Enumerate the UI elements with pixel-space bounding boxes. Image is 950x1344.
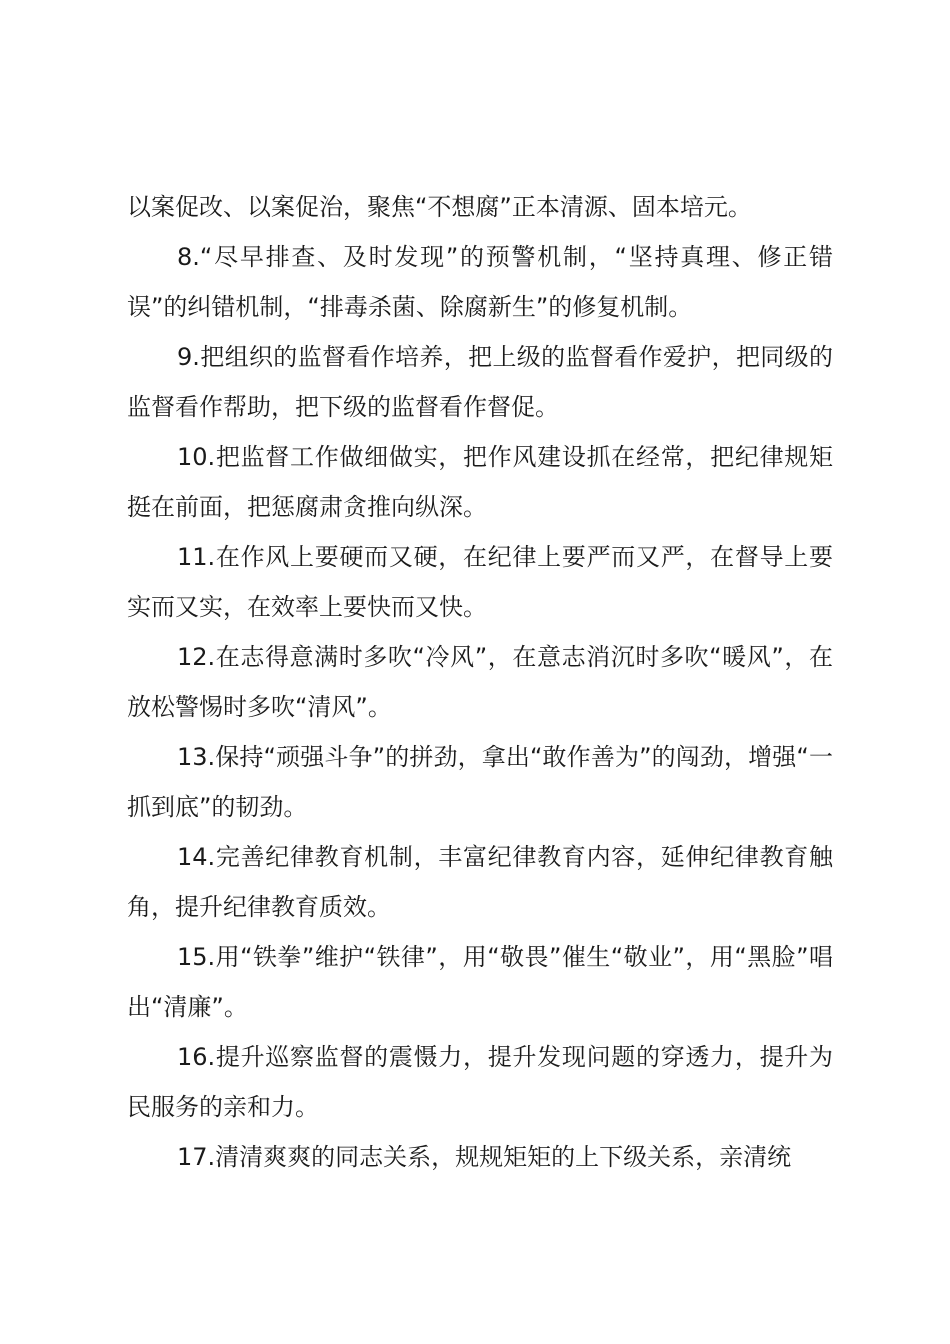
paragraph-14: 14.完善纪律教育机制，丰富纪律教育内容，延伸纪律教育触角，提升纪律教育质效。	[127, 843, 833, 921]
document-body	[127, 182, 833, 1182]
paragraph-16: 16.提升巡察监督的震慑力，提升发现问题的穿透力，提升为民服务的亲和力。	[127, 1043, 833, 1121]
paragraph-continuation: 以案促改、以案促治，聚焦“不想腐”正本清源、固本培元。	[127, 193, 752, 221]
paragraph-9: 9.把组织的监督看作培养，把上级的监督看作爱护，把同级的监督看作帮助，把下级的监督看作督促。	[127, 343, 833, 421]
paragraph-17: 17.清清爽爽的同志关系，规规矩矩的上下级关系，亲清统	[177, 1143, 792, 1171]
paragraph-12: 12.在志得意满时多吹“冷风”，在意志消沉时多吹“暖风”，在放松警惕时多吹“清风”。	[127, 643, 833, 721]
paragraph-13: 13.保持“顽强斗争”的拼劲，拿出“敢作善为”的闯劲，增强“一抓到底”的韧劲。	[127, 743, 833, 821]
paragraph-10: 10.把监督工作做细做实，把作风建设抓在经常，把纪律规矩挺在前面，把惩腐肃贪推向纵深。	[127, 443, 833, 521]
paragraph-15: 15.用“铁拳”维护“铁律”，用“敬畏”催生“敬业”，用“黑脸”唱出“清廉”。	[127, 943, 833, 1021]
paragraph-8: 8.“尽早排查、及时发现”的预警机制，“坚持真理、修正错误”的纠错机制，“排毒杀菌、除腐新生”的修复机制。	[127, 243, 833, 321]
paragraph-11: 11.在作风上要硬而又硬，在纪律上要严而又严，在督导上要实而又实，在效率上要快而又快。	[127, 543, 833, 621]
